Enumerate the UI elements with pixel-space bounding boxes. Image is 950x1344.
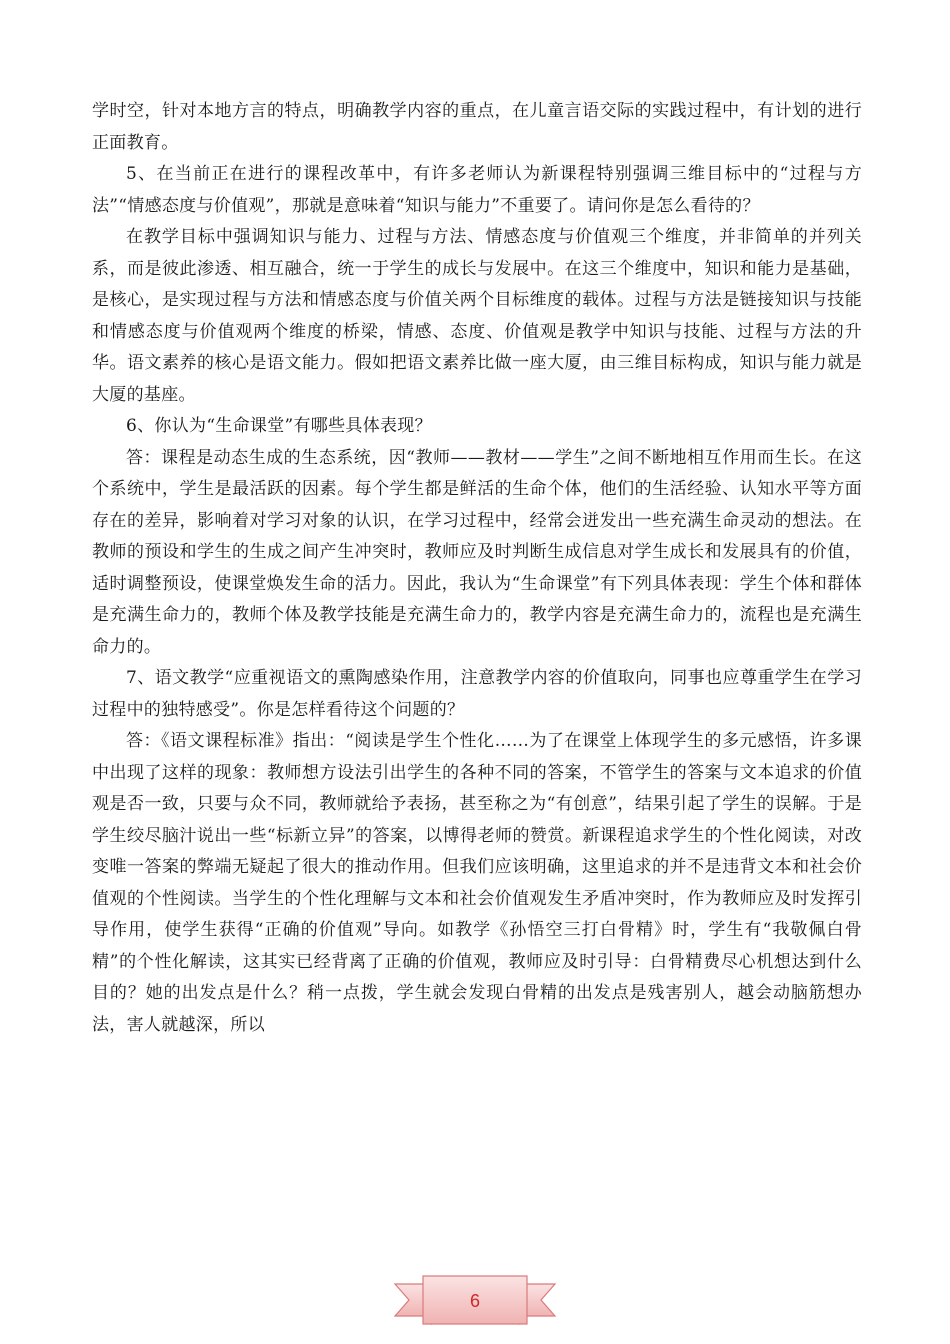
document-body bbox=[92, 96, 862, 1041]
page-number-badge bbox=[393, 1272, 557, 1332]
answer-7: 答：《语文课程标准》指出：“阅读是学生个性化……为了在课堂上体现学生的多元感悟，许多课中出现了这样的现象：教师想方设法引出学生的各种不同的答案，不管学生的答案与文本追求的价值观是否一致，只要与众不同，教师就给予表扬，甚至称之为“有创意”，结果引起了学生的误解。于是学生绞尽脑汁说出一些“标新立异”的答案，以博得老师的赞赏。新课程追求学生的个性化阅读，对改变唯一答案的弊端无疑起了很大的推动作用。但我们应该明确，这里追求的并不是违背文本和社会价值观的个性阅读。当学生的个性化理解与文本和社会价值观发生矛盾冲突时，作为教师应及时发挥引导作用，使学生获得“正确的价值观”导向。如教学《孙悟空三打白骨精》时，学生有“我敬佩白骨精”的个性化解读，这其实已经背离了正确的价值观，教师应及时引导：白骨精费尽心机想达到什么目的？她的出发点是什么？稍一点拨，学生就会发现白骨精的出发点是残害别人，越会动脑筋想办法，害人就越深，所以 bbox=[92, 731, 862, 1035]
paragraph-continuation: 学时空，针对本地方言的特点，明确教学内容的重点，在儿童言语交际的实践过程中，有计划的进行正面教育。 bbox=[92, 101, 862, 153]
question-6: 6、你认为“生命课堂”有哪些具体表现？ bbox=[126, 416, 432, 436]
answer-6: 答：课程是动态生成的生态系统，因“教师——教材——学生”之间不断地相互作用而生长。在这个系统中，学生是最活跃的因素。每个学生都是鲜活的生命个体，他们的生活经验、认知水平等方面存在的差异，影响着对学习对象的认识，在学习过程中，经常会迸发出一些充满生命灵动的想法。在教师的预设和学生的生成之间产生冲突时，教师应及时判断生成信息对学生成长和发展具有的价值，适时调整预设，使课堂焕发生命的活力。因此，我认为“生命课堂”有下列具体表现：学生个体和群体是充满生命力的，教师个体及教学技能是充满生命力的，教学内容是充满生命力的，流程也是充满生命力的。 bbox=[92, 447, 862, 657]
question-5: 5、在当前正在进行的课程改革中，有许多老师认为新课程特别强调三维目标中的“过程与方法”“情感态度与价值观”，那就是意味着“知识与能力”不重要了。请问你是怎么看待的？ bbox=[92, 164, 862, 216]
answer-5: 在教学目标中强调知识与能力、过程与方法、情感态度与价值观三个维度，并非简单的并列关系，而是彼此渗透、相互融合，统一于学生的成长与发展中。在这三个维度中，知识和能力是基础，是核心，是实现过程与方法和情感态度与价值关两个目标维度的载体。过程与方法是链接知识与技能和情感态度与价值观两个维度的桥梁，情感、态度、价值观是教学中知识与技能、过程与方法的升华。语文素养的核心是语文能力。假如把语文素养比做一座大厦，由三维目标构成，知识与能力就是大厦的基座。 bbox=[92, 227, 862, 405]
question-7: 7、语文教学“应重视语文的熏陶感染作用，注意教学内容的价值取向，同事也应尊重学生在学习过程中的独特感受”。你是怎样看待这个问题的？ bbox=[92, 668, 862, 720]
page-number: 6 bbox=[469, 1291, 480, 1311]
